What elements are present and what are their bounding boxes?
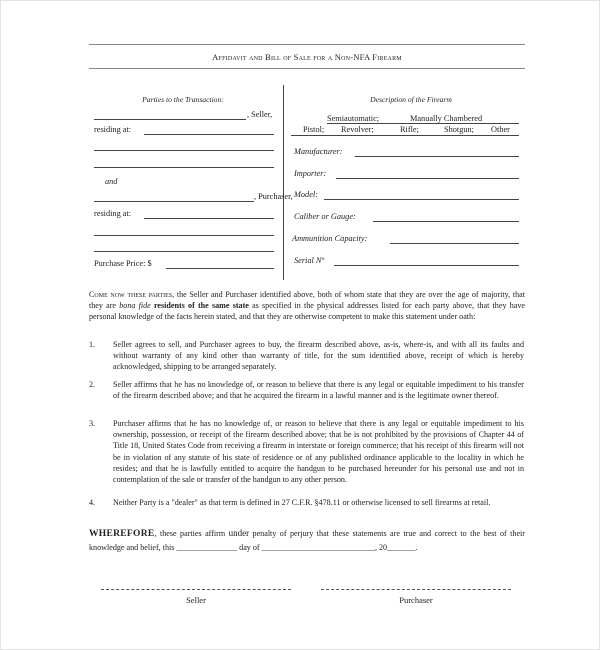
- document-title: Affidavit and Bill of Sale for a Non-NFA Firearm: [212, 52, 402, 62]
- type-revolver: Revolver;: [341, 125, 374, 134]
- item-number: 3.: [89, 419, 96, 428]
- list-item: [89, 379, 525, 413]
- intro-part1: , the Seller and Purchaser identified above, both of whom state that they are over the age of majority, that they are: [89, 290, 525, 311]
- purchaser-address-blank-3[interactable]: [94, 251, 274, 252]
- intro-paragraph: [89, 289, 525, 323]
- seller-name-blank[interactable]: [94, 119, 246, 120]
- capacity-blank[interactable]: [390, 243, 519, 244]
- item-text: Seller affirms that he has no knowledge of, or reason to believe that there is any legal or equitable impediment to his transfer of the firearm described above; and that he acquired the firearm in a lawful manner and is the legitimate owner thereof.: [113, 380, 524, 401]
- type-semiautomatic: Semiautomatic;: [327, 114, 380, 123]
- intro-bold-phrase: residents of the same state: [150, 301, 249, 311]
- wherefore-year-prefix: , 20: [374, 543, 388, 552]
- caliber-label: Caliber or Gauge:: [294, 212, 356, 221]
- caliber-blank[interactable]: [373, 221, 519, 222]
- serial-label: Serial Nº: [294, 256, 324, 265]
- seller-label: , Seller,: [247, 110, 273, 119]
- purchaser-signature-line[interactable]: [321, 589, 511, 590]
- model-blank[interactable]: [324, 199, 519, 200]
- intro-bona-fide: bona fide: [119, 301, 151, 311]
- capacity-label: Ammunition Capacity:: [292, 234, 368, 243]
- purchaser-label: , Purchaser,: [254, 192, 293, 201]
- seller-residing-label: residing at:: [94, 125, 132, 134]
- type-row2-underline: [291, 135, 519, 136]
- price-blank[interactable]: [166, 268, 274, 269]
- seller-signature-label: Seller: [186, 595, 206, 605]
- month-blank[interactable]: ____________________________: [261, 543, 375, 552]
- purchaser-signature-label: Purchaser: [399, 595, 433, 605]
- type-row1-underline: [327, 123, 519, 124]
- intro-part2: as specified in the physical addresses listed for each party above, that they have personal knowledge of the facts herein stated, and that they are otherwise competent to make this statement under oath:: [89, 301, 525, 322]
- wherefore-part2: penalty of perjury that these statements are true and correct to the best of their knowledge and belief, this: [89, 529, 525, 552]
- item-text: Purchaser affirms that he has no knowledge of, or reason to believe that there is any legal or equitable impediment to his ownership, possession, or receipt of the firearm described above; that he is not prohibited by the provisions of Chapter 44 of Title 18, United States Code from receiving a firearm in interstate or foreign commerce; that his receipt of this firearm will not be in violation of any statute of his state of residence or of any published ordinance applicable to the locality in which he resides; and that he is lawfully entitled to acquire the handgun to be purchased hereunder for his personal use and not in contemplation of the sale or transfer of the handgun to any other person.: [113, 419, 524, 485]
- intro-lead: Come now these parties: [89, 290, 173, 299]
- item-number: 2.: [89, 380, 96, 389]
- importer-label: Importer:: [294, 169, 327, 178]
- purchaser-residing-label: residing at:: [94, 209, 132, 218]
- column-divider: [283, 85, 284, 280]
- description-heading: Description of the Firearm: [370, 95, 452, 104]
- list-item: [89, 497, 525, 521]
- item-text: Seller agrees to sell, and Purchaser agrees to buy, the firearm described above, as-is, where-is, and with all its faults and without warranty of any kind other than warranty of title, for the sum identified above, receipt of which is hereby acknowledged, shipping to be arranged separately.: [113, 340, 524, 372]
- parties-heading: Parties to the Transaction:: [142, 95, 224, 104]
- type-other: Other: [491, 125, 510, 134]
- title-rule: [89, 68, 525, 69]
- manufacturer-label: Manufacturer:: [294, 147, 343, 156]
- manufacturer-blank[interactable]: [355, 156, 519, 157]
- seller-address-blank-3[interactable]: [94, 167, 274, 168]
- wherefore-day-of: day of: [237, 543, 262, 552]
- item-text: Neither Party is a "dealer" as that term is defined in 27 C.F.R. §478.11 or otherwise licensed to sell firearms at retail.: [113, 498, 491, 507]
- type-rifle: Rifle;: [400, 125, 419, 134]
- wherefore-under: under: [228, 528, 250, 538]
- seller-address-blank-1[interactable]: [144, 134, 274, 135]
- top-rule: [89, 44, 525, 45]
- serial-blank[interactable]: [334, 265, 519, 266]
- and-label: and: [105, 177, 118, 186]
- wherefore-paragraph: [89, 527, 525, 554]
- wherefore-end: .: [415, 543, 418, 552]
- type-shotgun: Shotgun;: [444, 125, 474, 134]
- year-blank[interactable]: _______: [387, 543, 416, 552]
- model-label: Model:: [294, 190, 318, 199]
- wherefore-head: WHEREFORE: [89, 529, 155, 539]
- seller-address-blank-2[interactable]: [94, 150, 274, 151]
- purchaser-name-blank[interactable]: [94, 201, 254, 202]
- price-label: Purchase Price: $: [94, 259, 152, 268]
- list-item: [89, 339, 525, 373]
- type-pistol: Pistol;: [303, 125, 325, 134]
- item-number: 4.: [89, 498, 96, 507]
- importer-blank[interactable]: [336, 178, 519, 179]
- list-item: [89, 418, 525, 492]
- wherefore-part1: , these parties affirm: [154, 529, 229, 538]
- day-blank[interactable]: _______________: [176, 543, 238, 552]
- seller-signature-line[interactable]: [101, 589, 291, 590]
- type-manually-chambered: Manually Chambered: [410, 114, 483, 123]
- purchaser-address-blank-2[interactable]: [94, 235, 274, 236]
- purchaser-address-blank-1[interactable]: [144, 218, 274, 219]
- item-number: 1.: [89, 340, 96, 349]
